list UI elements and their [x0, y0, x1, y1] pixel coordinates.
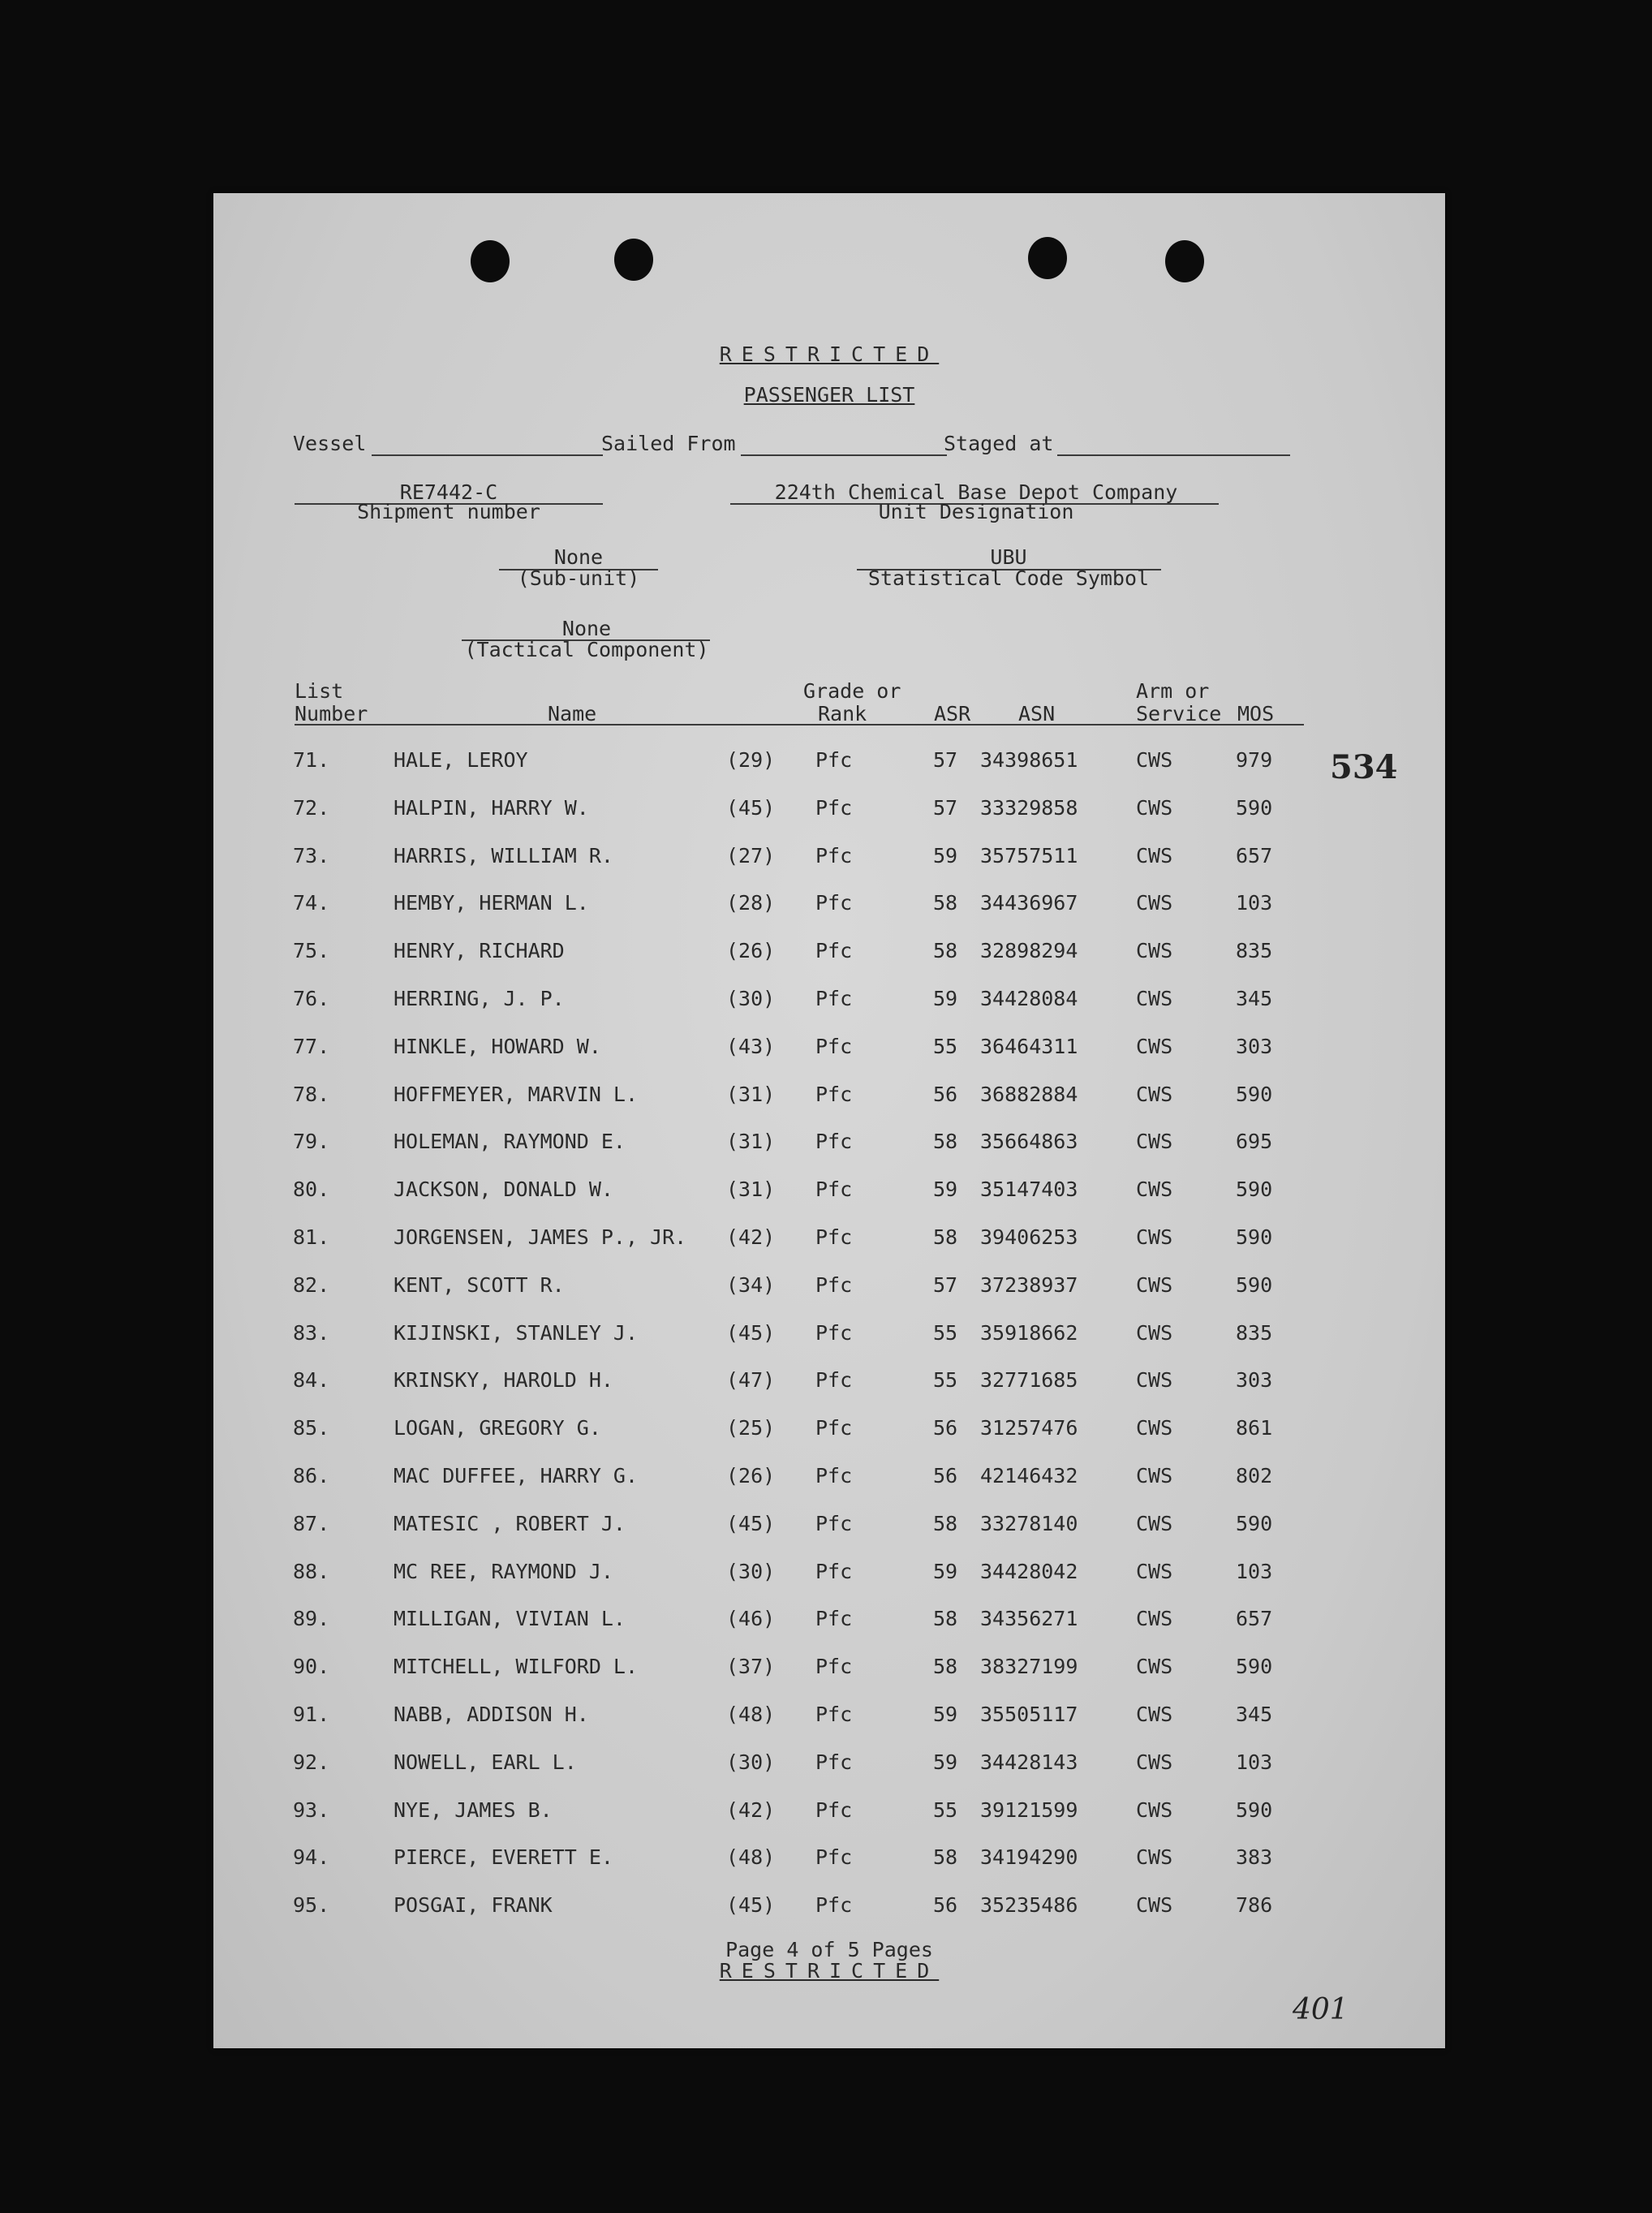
asr-cell: 59	[933, 1178, 958, 1202]
table-row	[213, 1416, 1445, 1463]
arm-cell: CWS	[1136, 1178, 1173, 1202]
asn-cell: 34194290	[980, 1845, 1078, 1870]
name-cell: NOWELL, EARL L.	[394, 1750, 577, 1774]
sub-unit-label: (Sub-unit)	[517, 566, 640, 590]
unit-designation-label: Unit Designation	[878, 500, 1074, 523]
list-number-cell: 92.	[293, 1750, 330, 1774]
arm-cell: CWS	[1136, 987, 1173, 1010]
list-number-cell: 82.	[293, 1272, 330, 1297]
punch-hole	[1028, 237, 1067, 279]
name-cell: NABB, ADDISON H.	[394, 1703, 589, 1726]
age-cell: (45)	[726, 1511, 776, 1535]
asn-cell: 32771685	[980, 1368, 1078, 1393]
rank-cell: Pfc	[815, 1178, 853, 1202]
age-cell: (48)	[726, 1845, 776, 1870]
rank-cell: Pfc	[815, 1416, 853, 1440]
table-row	[213, 1130, 1445, 1177]
asn-cell: 33329858	[980, 795, 1078, 820]
list-number-cell: 71.	[293, 748, 330, 772]
mos-cell: 345	[1236, 1703, 1273, 1726]
asn-cell: 35757511	[980, 843, 1078, 868]
name-cell: KENT, SCOTT R.	[394, 1272, 565, 1297]
column-header-name: Name	[548, 702, 597, 725]
arm-cell: CWS	[1136, 795, 1173, 820]
mos-cell: 657	[1236, 843, 1273, 868]
asr-cell: 55	[933, 1368, 958, 1393]
age-cell: (30)	[726, 987, 776, 1010]
list-number-cell: 77.	[293, 1034, 330, 1058]
asn-cell: 35918662	[980, 1320, 1078, 1345]
rank-cell: Pfc	[815, 843, 853, 868]
list-number-cell: 73.	[293, 843, 330, 868]
rank-cell: Pfc	[815, 1798, 853, 1822]
age-cell: (29)	[726, 748, 776, 772]
restricted-heading: RESTRICTED	[719, 342, 940, 366]
rank-cell: Pfc	[815, 987, 853, 1010]
asn-cell: 35664863	[980, 1130, 1078, 1154]
arm-cell: CWS	[1136, 1511, 1173, 1535]
asr-cell: 59	[933, 1559, 958, 1583]
asr-cell: 59	[933, 843, 958, 868]
table-row	[213, 1845, 1445, 1892]
list-number-cell: 78.	[293, 1082, 330, 1106]
arm-cell: CWS	[1136, 939, 1173, 963]
name-cell: JACKSON, DONALD W.	[394, 1178, 613, 1202]
age-cell: (42)	[726, 1225, 776, 1249]
mos-cell: 835	[1236, 1320, 1273, 1345]
asr-cell: 58	[933, 1607, 958, 1631]
name-cell: HENRY, RICHARD	[394, 939, 565, 963]
table-row	[213, 1607, 1445, 1654]
name-cell: HOLEMAN, RAYMOND E.	[394, 1130, 626, 1154]
asr-cell: 56	[933, 1082, 958, 1106]
arm-cell: CWS	[1136, 843, 1173, 868]
asn-cell: 35147403	[980, 1178, 1078, 1202]
name-cell: MILLIGAN, VIVIAN L.	[394, 1607, 626, 1631]
arm-cell: CWS	[1136, 748, 1173, 772]
table-row	[213, 1083, 1445, 1130]
asn-cell: 38327199	[980, 1655, 1078, 1679]
mos-cell: 786	[1236, 1893, 1273, 1918]
mos-cell: 695	[1236, 1130, 1273, 1154]
mos-cell: 590	[1236, 1272, 1273, 1297]
rank-cell: Pfc	[815, 891, 853, 915]
age-cell: (48)	[726, 1703, 776, 1726]
table-row	[213, 1464, 1445, 1511]
name-cell: HALPIN, HARRY W.	[394, 795, 589, 820]
arm-cell: CWS	[1136, 891, 1173, 915]
mos-cell: 835	[1236, 939, 1273, 963]
mos-cell: 590	[1236, 1798, 1273, 1822]
asr-cell: 59	[933, 1703, 958, 1726]
list-number-cell: 83.	[293, 1320, 330, 1345]
mos-cell: 590	[1236, 1082, 1273, 1106]
arm-cell: CWS	[1136, 1798, 1173, 1822]
tactical-component-label: (Tactical Component)	[464, 638, 709, 661]
table-row	[213, 1560, 1445, 1607]
mos-cell: 383	[1236, 1845, 1273, 1870]
table-row	[213, 796, 1445, 843]
column-header-rank: Rank	[818, 702, 867, 725]
table-row	[213, 1893, 1445, 1940]
mos-cell: 303	[1236, 1368, 1273, 1393]
list-number-cell: 91.	[293, 1703, 330, 1726]
list-number-cell: 74.	[293, 891, 330, 915]
table-row	[213, 1178, 1445, 1225]
rank-cell: Pfc	[815, 1893, 853, 1918]
arm-cell: CWS	[1136, 1368, 1173, 1393]
name-cell: KIJINSKI, STANLEY J.	[394, 1320, 639, 1345]
list-number-cell: 95.	[293, 1893, 330, 1918]
age-cell: (37)	[726, 1655, 776, 1679]
name-cell: HALE, LEROY	[394, 748, 528, 772]
asr-cell: 57	[933, 748, 958, 772]
asr-cell: 55	[933, 1320, 958, 1345]
table-row	[213, 748, 1445, 795]
name-cell: HINKLE, HOWARD W.	[394, 1034, 601, 1058]
asr-cell: 55	[933, 1798, 958, 1822]
name-cell: HERRING, J. P.	[394, 987, 565, 1010]
document-page	[213, 193, 1445, 2048]
column-header-arm: Arm or	[1136, 679, 1210, 703]
list-number-cell: 72.	[293, 795, 330, 820]
list-number-cell: 89.	[293, 1607, 330, 1631]
rank-cell: Pfc	[815, 1703, 853, 1726]
list-number-cell: 88.	[293, 1559, 330, 1583]
arm-cell: CWS	[1136, 1893, 1173, 1918]
rank-cell: Pfc	[815, 1655, 853, 1679]
mos-cell: 303	[1236, 1034, 1273, 1058]
age-cell: (46)	[726, 1607, 776, 1631]
asr-cell: 56	[933, 1893, 958, 1918]
asn-cell: 35505117	[980, 1703, 1078, 1726]
shipment-number-value: RE7442-C	[399, 480, 498, 504]
asn-cell: 36882884	[980, 1082, 1078, 1106]
name-cell: MITCHELL, WILFORD L.	[394, 1655, 639, 1679]
name-cell: NYE, JAMES B.	[394, 1798, 553, 1822]
mos-cell: 103	[1236, 1559, 1273, 1583]
unit-designation-value: 224th Chemical Base Depot Company	[774, 480, 1178, 504]
arm-cell: CWS	[1136, 1272, 1173, 1297]
arm-cell: CWS	[1136, 1034, 1173, 1058]
age-cell: (25)	[726, 1416, 776, 1440]
asr-cell: 58	[933, 891, 958, 915]
rank-cell: Pfc	[815, 1607, 853, 1631]
table-row	[213, 1368, 1445, 1415]
table-row	[213, 844, 1445, 891]
mos-cell: 657	[1236, 1607, 1273, 1631]
table-row	[213, 1321, 1445, 1368]
statistical-code-value: UBU	[990, 545, 1027, 569]
column-header-asn: ASN	[1018, 702, 1056, 725]
sailed-from-label: Sailed From	[601, 432, 736, 455]
asr-cell: 58	[933, 1511, 958, 1535]
arm-cell: CWS	[1136, 1845, 1173, 1870]
age-cell: (42)	[726, 1798, 776, 1822]
rank-cell: Pfc	[815, 795, 853, 820]
table-row	[213, 1035, 1445, 1082]
stamp-number: 534	[1330, 748, 1398, 786]
rank-cell: Pfc	[815, 1034, 853, 1058]
passenger-list-title: PASSENGER LIST	[743, 383, 915, 407]
rank-cell: Pfc	[815, 1559, 853, 1583]
age-cell: (31)	[726, 1082, 776, 1106]
list-number-cell: 79.	[293, 1130, 330, 1154]
arm-cell: CWS	[1136, 1607, 1173, 1631]
restricted-footer: RESTRICTED	[719, 1959, 940, 1983]
table-row	[213, 1655, 1445, 1702]
asr-cell: 57	[933, 795, 958, 820]
name-cell: JORGENSEN, JAMES P., JR.	[394, 1225, 687, 1249]
shipment-number-label: Shipment number	[357, 500, 540, 523]
name-cell: HEMBY, HERMAN L.	[394, 891, 589, 915]
table-row	[213, 891, 1445, 938]
list-number-cell: 75.	[293, 939, 330, 963]
age-cell: (31)	[726, 1178, 776, 1202]
column-header-mos: MOS	[1237, 702, 1275, 725]
asn-cell: 37238937	[980, 1272, 1078, 1297]
asn-cell: 34428042	[980, 1559, 1078, 1583]
arm-cell: CWS	[1136, 1703, 1173, 1726]
statistical-code-label: Statistical Code Symbol	[867, 566, 1150, 590]
arm-cell: CWS	[1136, 1655, 1173, 1679]
asr-cell: 58	[933, 1655, 958, 1679]
list-number-cell: 84.	[293, 1368, 330, 1393]
vessel-label: Vessel	[293, 432, 367, 455]
arm-cell: CWS	[1136, 1559, 1173, 1583]
vessel-field-line	[372, 454, 603, 456]
mos-cell: 103	[1236, 891, 1273, 915]
punch-hole	[614, 239, 653, 281]
rank-cell: Pfc	[815, 1464, 853, 1488]
column-header-asr: ASR	[934, 702, 971, 725]
column-header-service: Service	[1136, 702, 1222, 725]
rank-cell: Pfc	[815, 1845, 853, 1870]
table-row	[213, 1703, 1445, 1750]
list-number-cell: 76.	[293, 987, 330, 1010]
column-header-number: Number	[295, 702, 368, 725]
table-row	[213, 1512, 1445, 1559]
table-row	[213, 1273, 1445, 1320]
arm-cell: CWS	[1136, 1130, 1173, 1154]
name-cell: KRINSKY, HAROLD H.	[394, 1368, 613, 1393]
staged-at-label: Staged at	[944, 432, 1054, 455]
column-header-list: List	[295, 679, 344, 703]
table-row	[213, 1750, 1445, 1798]
asr-cell: 56	[933, 1416, 958, 1440]
staged-at-field-line	[1057, 454, 1290, 456]
table-row	[213, 939, 1445, 986]
asn-cell: 34436967	[980, 891, 1078, 915]
list-number-cell: 90.	[293, 1655, 330, 1679]
column-header-rule	[295, 724, 1304, 725]
age-cell: (45)	[726, 1320, 776, 1345]
age-cell: (28)	[726, 891, 776, 915]
name-cell: HOFFMEYER, MARVIN L.	[394, 1082, 639, 1106]
arm-cell: CWS	[1136, 1082, 1173, 1106]
asn-cell: 34428084	[980, 987, 1078, 1010]
name-cell: MATESIC , ROBERT J.	[394, 1511, 626, 1535]
tactical-component-value: None	[561, 617, 612, 640]
age-cell: (26)	[726, 939, 776, 963]
asn-cell: 36464311	[980, 1034, 1078, 1058]
table-row	[213, 987, 1445, 1034]
rank-cell: Pfc	[815, 1225, 853, 1249]
list-number-cell: 87.	[293, 1511, 330, 1535]
asn-cell: 39406253	[980, 1225, 1078, 1249]
age-cell: (30)	[726, 1750, 776, 1774]
list-number-cell: 94.	[293, 1845, 330, 1870]
rank-cell: Pfc	[815, 1082, 853, 1106]
column-header-grade: Grade or	[803, 679, 901, 703]
rank-cell: Pfc	[815, 1511, 853, 1535]
list-number-cell: 85.	[293, 1416, 330, 1440]
mos-cell: 590	[1236, 1655, 1273, 1679]
asr-cell: 58	[933, 1225, 958, 1249]
rank-cell: Pfc	[815, 748, 853, 772]
sub-unit-value: None	[553, 545, 604, 569]
asn-cell: 35235486	[980, 1893, 1078, 1918]
punch-hole	[471, 240, 510, 282]
sailed-from-field-line	[741, 454, 947, 456]
asn-cell: 31257476	[980, 1416, 1078, 1440]
asn-cell: 33278140	[980, 1511, 1078, 1535]
mos-cell: 590	[1236, 1511, 1273, 1535]
age-cell: (47)	[726, 1368, 776, 1393]
mos-cell: 590	[1236, 1178, 1273, 1202]
asn-cell: 34428143	[980, 1750, 1078, 1774]
asr-cell: 57	[933, 1272, 958, 1297]
punch-hole	[1165, 240, 1204, 282]
arm-cell: CWS	[1136, 1416, 1173, 1440]
asr-cell: 58	[933, 1845, 958, 1870]
arm-cell: CWS	[1136, 1464, 1173, 1488]
age-cell: (45)	[726, 1893, 776, 1918]
age-cell: (30)	[726, 1559, 776, 1583]
asr-cell: 58	[933, 1130, 958, 1154]
page-info: Page 4 of 5 Pages	[725, 1938, 933, 1961]
list-number-cell: 86.	[293, 1464, 330, 1488]
list-number-cell: 81.	[293, 1225, 330, 1249]
mos-cell: 979	[1236, 748, 1273, 772]
name-cell: MAC DUFFEE, HARRY G.	[394, 1464, 639, 1488]
list-number-cell: 80.	[293, 1178, 330, 1202]
rank-cell: Pfc	[815, 1130, 853, 1154]
name-cell: PIERCE, EVERETT E.	[394, 1845, 613, 1870]
arm-cell: CWS	[1136, 1750, 1173, 1774]
arm-cell: CWS	[1136, 1225, 1173, 1249]
asr-cell: 59	[933, 987, 958, 1010]
name-cell: HARRIS, WILLIAM R.	[394, 843, 613, 868]
table-row	[213, 1798, 1445, 1845]
name-cell: MC REE, RAYMOND J.	[394, 1559, 613, 1583]
mos-cell: 802	[1236, 1464, 1273, 1488]
rank-cell: Pfc	[815, 1320, 853, 1345]
age-cell: (26)	[726, 1464, 776, 1488]
mos-cell: 103	[1236, 1750, 1273, 1774]
mos-cell: 590	[1236, 1225, 1273, 1249]
handwritten-page-number: 401	[1293, 1993, 1349, 2026]
asr-cell: 56	[933, 1464, 958, 1488]
rank-cell: Pfc	[815, 1272, 853, 1297]
arm-cell: CWS	[1136, 1320, 1173, 1345]
age-cell: (45)	[726, 795, 776, 820]
asn-cell: 32898294	[980, 939, 1078, 963]
name-cell: LOGAN, GREGORY G.	[394, 1416, 601, 1440]
list-number-cell: 93.	[293, 1798, 330, 1822]
age-cell: (34)	[726, 1272, 776, 1297]
asr-cell: 55	[933, 1034, 958, 1058]
table-row	[213, 1225, 1445, 1272]
mos-cell: 861	[1236, 1416, 1273, 1440]
rank-cell: Pfc	[815, 939, 853, 963]
mos-cell: 345	[1236, 987, 1273, 1010]
asn-cell: 34398651	[980, 748, 1078, 772]
asr-cell: 59	[933, 1750, 958, 1774]
asn-cell: 42146432	[980, 1464, 1078, 1488]
asn-cell: 34356271	[980, 1607, 1078, 1631]
rank-cell: Pfc	[815, 1750, 853, 1774]
age-cell: (43)	[726, 1034, 776, 1058]
name-cell: POSGAI, FRANK	[394, 1893, 553, 1918]
age-cell: (31)	[726, 1130, 776, 1154]
mos-cell: 590	[1236, 795, 1273, 820]
rank-cell: Pfc	[815, 1368, 853, 1393]
asr-cell: 58	[933, 939, 958, 963]
age-cell: (27)	[726, 843, 776, 868]
asn-cell: 39121599	[980, 1798, 1078, 1822]
